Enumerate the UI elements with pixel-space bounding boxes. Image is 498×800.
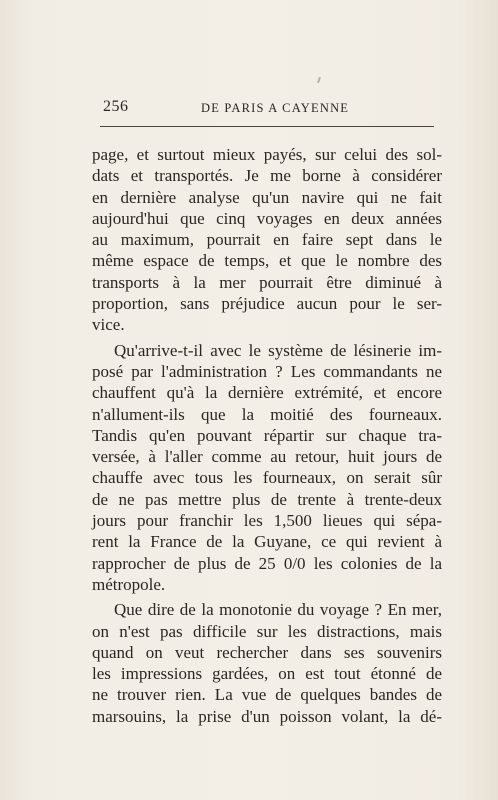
text-line: métropole. — [92, 574, 166, 594]
text-line: même espace de temps, et que le nombre des — [92, 251, 442, 271]
text-line: transports à la mer pourrait être diminué à — [92, 272, 442, 292]
text-line: de ne pas mettre plus de trente à trente-deux — [92, 489, 442, 509]
paragraph — [92, 340, 442, 596]
text-line: chauffe avec tous les fourneaux, on serait sûr — [92, 468, 442, 488]
text-line: versée, à l'aller comme au retour, huit jours de — [92, 447, 442, 467]
page-number: 256 — [103, 98, 129, 115]
header-rule — [100, 126, 434, 127]
text-line: proportion, sans préjudice aucun pour le ser- — [92, 294, 442, 314]
text-line: quand on veut rechercher dans ses souvenirs — [92, 642, 442, 662]
text-line: n'allument-ils que la moitié des fourneaux. — [92, 404, 442, 424]
text-line: rent la France de la Guyane, ce qui revient à — [92, 532, 442, 552]
text-line: Qu'arrive-t-il avec le système de lésinerie im- — [114, 340, 442, 360]
ink-speck — [317, 77, 321, 83]
body-text — [92, 144, 442, 727]
text-line: on n'est pas difficile sur les distractions, mais — [92, 621, 442, 641]
text-line: aujourd'hui que cinq voyages en deux années — [92, 208, 442, 228]
text-line: au maximum, pourrait en faire sept dans le — [92, 230, 442, 250]
text-line: Tandis qu'en pouvant répartir sur chaque tra- — [92, 425, 442, 445]
text-line: en dernière analyse qu'un navire qui ne fait — [92, 187, 442, 207]
text-line: rapprocher de plus de 25 0/0 les colonies de la — [92, 553, 442, 573]
text-line: dats et transportés. Je me borne à considérer — [92, 166, 442, 186]
text-line: posé par l'administration ? Les commandants ne — [92, 361, 442, 381]
text-line: jours pour franchir les 1,500 lieues qui sépa- — [92, 511, 442, 531]
text-line: vice. — [92, 315, 125, 335]
text-line: ne trouver rien. La vue de quelques bandes de — [92, 685, 442, 705]
text-line: page, et surtout mieux payés, sur celui des sol- — [92, 145, 442, 164]
text-line: Que dire de la monotonie du voyage ? En mer, — [114, 600, 442, 620]
text-line: marsouins, la prise d'un poisson volant, la dé- — [92, 706, 442, 726]
paragraph — [92, 144, 442, 336]
paragraph — [92, 599, 442, 727]
text-line: chauffent qu'à la dernière extrémité, et encore — [92, 383, 442, 403]
text-line: les impressions gardées, on est tout étonné de — [92, 664, 442, 684]
running-head — [103, 98, 433, 120]
running-title: DE PARIS A CAYENNE — [201, 101, 350, 115]
